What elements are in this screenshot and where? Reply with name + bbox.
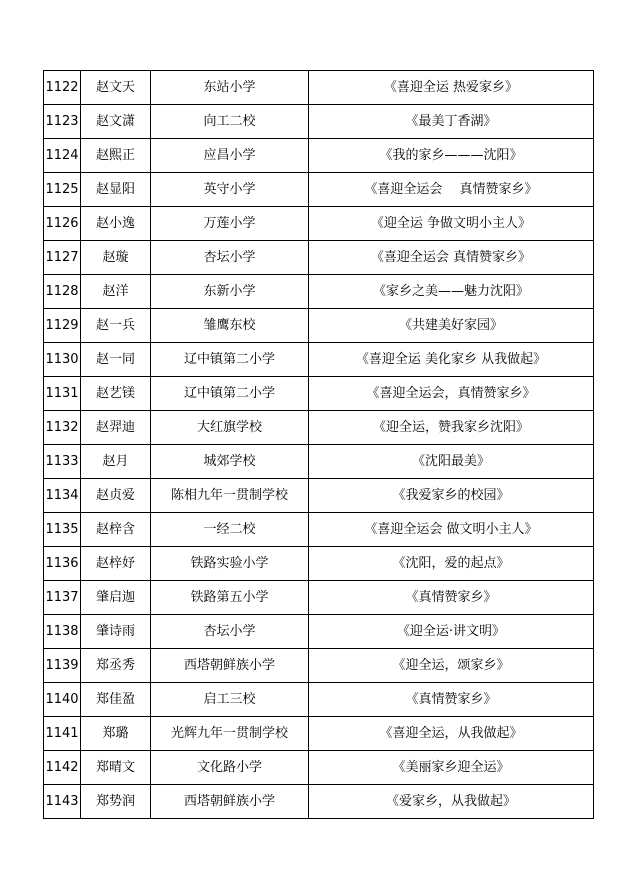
- student-name: 赵一兵: [81, 309, 151, 343]
- work-title: 《喜迎全运会 真情赞家乡》: [309, 173, 594, 207]
- entries-table: [43, 70, 594, 819]
- student-name: 赵一同: [81, 343, 151, 377]
- table-row: [44, 173, 594, 207]
- school-name: 东站小学: [151, 71, 309, 105]
- entry-number: 1143: [44, 785, 81, 819]
- student-name: 赵文天: [81, 71, 151, 105]
- entry-number: 1134: [44, 479, 81, 513]
- student-name: 赵梓含: [81, 513, 151, 547]
- school-name: 雏鹰东校: [151, 309, 309, 343]
- work-title: 《爱家乡，从我做起》: [309, 785, 594, 819]
- table-row: [44, 105, 594, 139]
- work-title: 《我爱家乡的校园》: [309, 479, 594, 513]
- student-name: 赵显阳: [81, 173, 151, 207]
- entry-number: 1127: [44, 241, 81, 275]
- student-name: 郑佳盈: [81, 683, 151, 717]
- school-name: 辽中镇第二小学: [151, 343, 309, 377]
- student-name: 赵璇: [81, 241, 151, 275]
- school-name: 启工三校: [151, 683, 309, 717]
- entry-number: 1138: [44, 615, 81, 649]
- work-title: 《家乡之美——魅力沈阳》: [309, 275, 594, 309]
- school-name: 杏坛小学: [151, 241, 309, 275]
- table-row: [44, 275, 594, 309]
- student-name: 赵小逸: [81, 207, 151, 241]
- entry-number: 1128: [44, 275, 81, 309]
- student-name: 赵艺镁: [81, 377, 151, 411]
- school-name: 杏坛小学: [151, 615, 309, 649]
- table-row: [44, 377, 594, 411]
- student-name: 赵羿迪: [81, 411, 151, 445]
- entry-number: 1139: [44, 649, 81, 683]
- school-name: 应昌小学: [151, 139, 309, 173]
- school-name: 陈相九年一贯制学校: [151, 479, 309, 513]
- entry-number: 1125: [44, 173, 81, 207]
- school-name: 向工二校: [151, 105, 309, 139]
- student-name: 郑晴文: [81, 751, 151, 785]
- entry-number: 1126: [44, 207, 81, 241]
- work-title: 《迎全运，赞我家乡沈阳》: [309, 411, 594, 445]
- entries-table-body: [44, 71, 594, 819]
- work-title: 《真情赞家乡》: [309, 683, 594, 717]
- work-title: 《迎全运·讲文明》: [309, 615, 594, 649]
- student-name: 赵洋: [81, 275, 151, 309]
- school-name: 西塔朝鲜族小学: [151, 785, 309, 819]
- work-title: 《喜迎全运 热爱家乡》: [309, 71, 594, 105]
- work-title: 《我的家乡———沈阳》: [309, 139, 594, 173]
- work-title: 《沈阳最美》: [309, 445, 594, 479]
- work-title: 《喜迎全运会 真情赞家乡》: [309, 241, 594, 275]
- entry-number: 1133: [44, 445, 81, 479]
- entry-number: 1131: [44, 377, 81, 411]
- work-title: 《最美丁香湖》: [309, 105, 594, 139]
- school-name: 英守小学: [151, 173, 309, 207]
- entry-number: 1123: [44, 105, 81, 139]
- school-name: 文化路小学: [151, 751, 309, 785]
- table-row: [44, 581, 594, 615]
- table-row: [44, 411, 594, 445]
- entry-number: 1140: [44, 683, 81, 717]
- work-title: 《共建美好家园》: [309, 309, 594, 343]
- table-row: [44, 479, 594, 513]
- entry-number: 1124: [44, 139, 81, 173]
- student-name: 郑璐: [81, 717, 151, 751]
- work-title: 《美丽家乡迎全运》: [309, 751, 594, 785]
- work-title: 《沈阳，爱的起点》: [309, 547, 594, 581]
- school-name: 西塔朝鲜族小学: [151, 649, 309, 683]
- student-name: 赵文潇: [81, 105, 151, 139]
- student-name: 赵贞爱: [81, 479, 151, 513]
- entry-number: 1132: [44, 411, 81, 445]
- table-row: [44, 139, 594, 173]
- work-title: 《真情赞家乡》: [309, 581, 594, 615]
- school-name: 光辉九年一贯制学校: [151, 717, 309, 751]
- table-row: [44, 785, 594, 819]
- work-title: 《喜迎全运 美化家乡 从我做起》: [309, 343, 594, 377]
- school-name: 铁路第五小学: [151, 581, 309, 615]
- work-title: 《喜迎全运会 做文明小主人》: [309, 513, 594, 547]
- school-name: 城郊学校: [151, 445, 309, 479]
- student-name: 赵熙正: [81, 139, 151, 173]
- school-name: 大红旗学校: [151, 411, 309, 445]
- entry-number: 1136: [44, 547, 81, 581]
- table-row: [44, 547, 594, 581]
- work-title: 《喜迎全运会，真情赞家乡》: [309, 377, 594, 411]
- table-row: [44, 343, 594, 377]
- student-name: 肇启迦: [81, 581, 151, 615]
- school-name: 铁路实验小学: [151, 547, 309, 581]
- table-row: [44, 71, 594, 105]
- entry-number: 1142: [44, 751, 81, 785]
- entry-number: 1135: [44, 513, 81, 547]
- table-row: [44, 717, 594, 751]
- table-row: [44, 513, 594, 547]
- work-title: 《迎全运，颂家乡》: [309, 649, 594, 683]
- table-row: [44, 309, 594, 343]
- student-name: 赵梓妤: [81, 547, 151, 581]
- student-name: 肇诗雨: [81, 615, 151, 649]
- school-name: 万莲小学: [151, 207, 309, 241]
- table-row: [44, 445, 594, 479]
- table-row: [44, 241, 594, 275]
- table-row: [44, 207, 594, 241]
- student-name: 郑丞秀: [81, 649, 151, 683]
- table-row: [44, 649, 594, 683]
- table-row: [44, 615, 594, 649]
- entry-number: 1122: [44, 71, 81, 105]
- table-row: [44, 751, 594, 785]
- school-name: 辽中镇第二小学: [151, 377, 309, 411]
- entry-number: 1137: [44, 581, 81, 615]
- entry-number: 1130: [44, 343, 81, 377]
- table-row: [44, 683, 594, 717]
- student-name: 郑势润: [81, 785, 151, 819]
- school-name: 东新小学: [151, 275, 309, 309]
- entry-number: 1129: [44, 309, 81, 343]
- work-title: 《迎全运 争做文明小主人》: [309, 207, 594, 241]
- entry-number: 1141: [44, 717, 81, 751]
- student-name: 赵月: [81, 445, 151, 479]
- work-title: 《喜迎全运，从我做起》: [309, 717, 594, 751]
- school-name: 一经二校: [151, 513, 309, 547]
